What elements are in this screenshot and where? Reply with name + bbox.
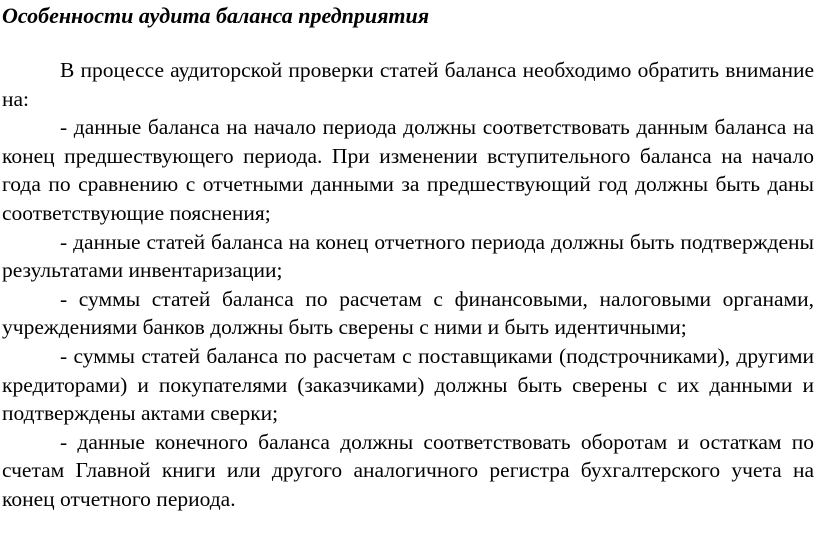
document-title: Особенности аудита баланса предприятия	[2, 3, 430, 28]
list-item: - суммы статей баланса по расчетам с финансовыми, налоговыми органами, учреждениями банков должны быть сверены с ними и быть идентичными;	[2, 286, 814, 340]
list-item: - данные статей баланса на конец отчетного периода должны быть подтверждены результатами инвентаризации;	[2, 229, 814, 283]
document-body	[2, 56, 814, 514]
list-item: - данные конечного баланса должны соответствовать оборотам и остаткам по счетам Главной книги или другого аналогичного регистра бухгалтерского учета на конец отчетного периода.	[2, 429, 814, 511]
intro-paragraph: В процессе аудиторской проверки статей баланса необходимо обратить внимание на:	[2, 58, 814, 111]
list-item: - данные баланса на начало периода должны соответствовать данным баланса на конец предшествующего периода. При изменении вступительного баланса на начало года по сравнению с отчетными данными за предшествующий год должны быть даны соответствующие пояснения;	[2, 115, 814, 225]
list-item: - суммы статей баланса по расчетам с поставщиками (подстрочниками), другими кредиторами) и покупателями (заказчиками) должны быть сверены с их данными и подтверждены актами сверки;	[2, 343, 814, 426]
